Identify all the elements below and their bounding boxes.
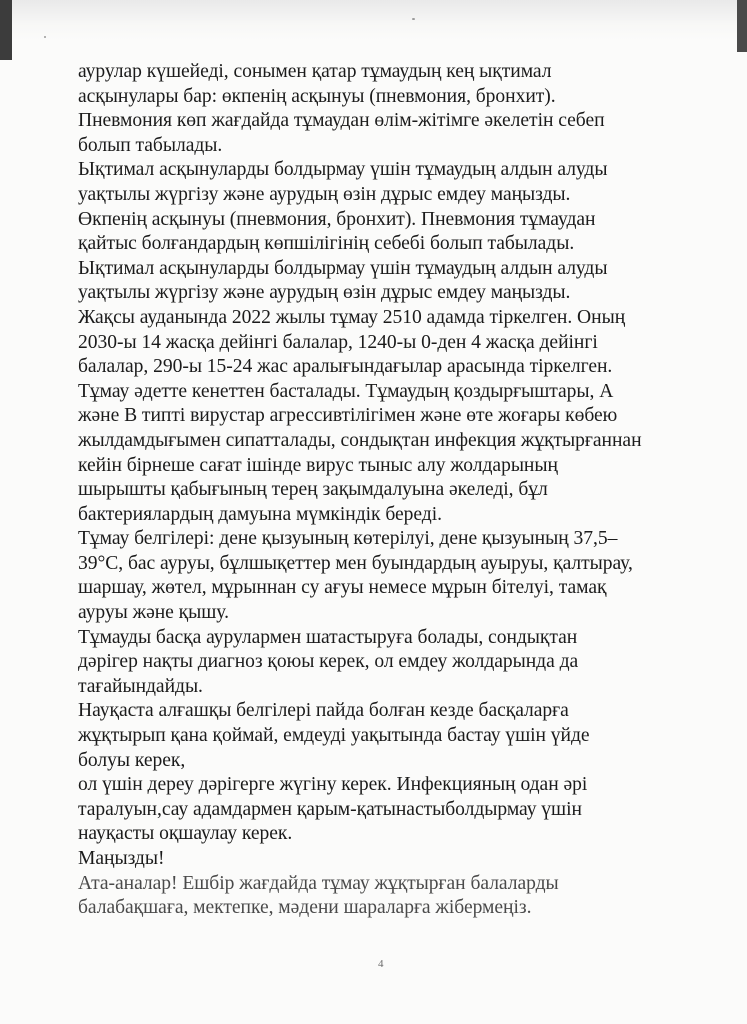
text-line: болуы керек, xyxy=(78,749,186,771)
document-body xyxy=(78,60,723,921)
text-line: Ықтимал асқынуларды болдырмау үшін тұмаудың алдын алуды xyxy=(78,159,608,181)
text-line: Тұмау әдетте кенеттен басталады. Тұмаудың қоздырғыштары, А xyxy=(78,380,614,402)
text-line: дәрігер нақты диагноз қоюы керек, ол емдеу жолдарында да xyxy=(78,651,579,673)
text-line: Науқаста алғашқы белгілері пайда болған кезде басқаларға xyxy=(78,700,569,722)
text-line: Маңызды! xyxy=(78,848,165,869)
text-line: бактериялардың дамуына мүмкіндік береді. xyxy=(78,503,442,525)
page-number: 4 xyxy=(378,958,384,970)
text-line: аурулар күшейеді, сонымен қатар тұмаудың кең ықтимал xyxy=(78,61,552,82)
text-line: жылдамдығымен сипатталады, сондықтан инфекция жұқтырғаннан xyxy=(78,429,642,451)
text-line: Жақсы ауданында 2022 жылы тұмау 2510 адамда тіркелген. Оның xyxy=(78,306,626,328)
text-line: Пневмония көп жағдайда тұмаудан өлім-жітімге әкелетін себеп xyxy=(78,110,605,132)
text-line: Ата-аналар! Ешбір жағдайда тұмау жұқтырған балаларды xyxy=(78,872,559,894)
text-line: Тұмауды басқа аурулармен шатастыруға болады, сондықтан xyxy=(78,626,578,648)
text-line: балалар, 290-ы 15-24 жас аралығындағылар арасында тіркелген. xyxy=(78,356,613,378)
text-line: уақтылы жүргізу және аурудың өзін дұрыс емдеу маңызды. xyxy=(78,282,571,304)
text-line: болып табылады. xyxy=(78,134,223,156)
text-line: ол үшін дереу дәрігерге жүгіну керек. Инфекцияның одан әрі xyxy=(78,774,588,796)
text-line: науқасты оқшаулау керек. xyxy=(78,823,293,845)
text-line: тағайындайды. xyxy=(78,675,203,697)
scan-edge-left xyxy=(0,0,12,60)
text-line: 2030-ы 14 жасқа дейінгі балалар, 1240-ы 0-ден 4 жасқа дейінгі xyxy=(78,331,598,353)
text-line: асқынулары бар: өкпенің асқынуы (пневмония, бронхит). xyxy=(78,85,556,107)
text-line: Тұмау белгілері: дене қызуының көтерілуі, дене қызуының 37,5– xyxy=(78,528,618,550)
text-line: шырышты қабығының терең зақымдалуына әкеледі, бұл xyxy=(78,479,548,501)
text-line: кейін бірнеше сағат ішінде вирус тыныс алу жолдарының xyxy=(78,454,558,476)
text-line: 39°С, бас ауруы, бұлшықеттер мен буындардың ауыруы, қалтырау, xyxy=(78,552,633,574)
text-line: балабақшаға, мектепке, мәдени шараларға жібермеңіз. xyxy=(78,897,532,919)
text-line: уақтылы жүргізу және аурудың өзін дұрыс емдеу маңызды. xyxy=(78,183,571,205)
text-line: таралуын,сау адамдармен қарым-қатынастыболдырмау үшін xyxy=(78,798,582,820)
text-line: шаршау, жөтел, мұрыннан су ағуы немесе мұрын бітелуі, тамақ xyxy=(78,577,607,599)
text-line: қайтыс болғандардың көпшілігінің себебі болып табылады. xyxy=(78,233,575,255)
text-line: ауруы және қышу. xyxy=(78,602,229,624)
scan-shadow-top xyxy=(0,0,747,40)
scan-speck xyxy=(44,36,46,38)
text-line: және В типті вирустар агрессивтілігімен және өте жоғары көбею xyxy=(78,405,618,427)
text-line: Өкпенің асқынуы (пневмония, бронхит). Пневмония тұмаудан xyxy=(78,208,596,230)
text-line: Ықтимал асқынуларды болдырмау үшін тұмаудың алдын алуды xyxy=(78,257,608,279)
scan-speck xyxy=(412,18,415,20)
scan-edge-right xyxy=(737,0,747,52)
text-line: жұқтырып қана қоймай, емдеуді уақытында бастау үшін үйде xyxy=(78,725,590,747)
